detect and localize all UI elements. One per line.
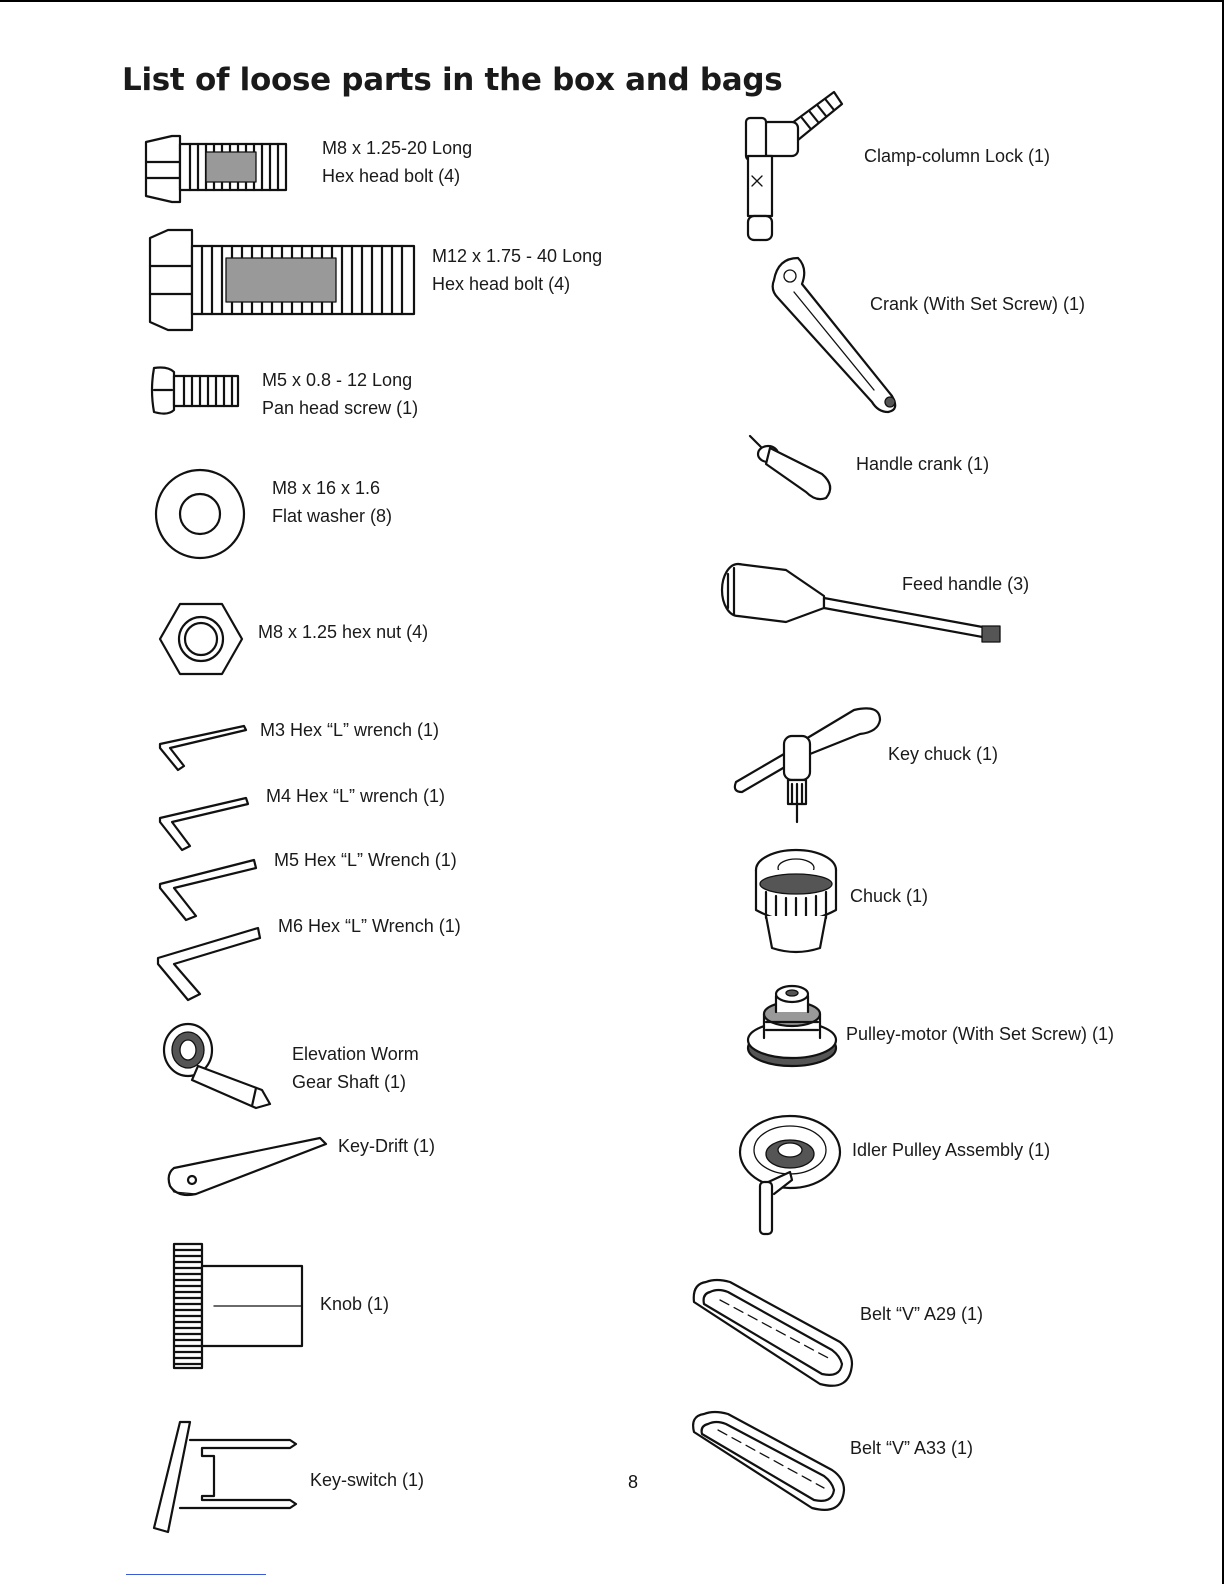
hex-nut-icon xyxy=(158,600,244,678)
part-feed-handle: Feed handle (3) xyxy=(902,574,1030,594)
key-drift-icon xyxy=(164,1134,330,1200)
part-m3-wrench: M3 Hex “L” wrench (1) xyxy=(260,720,440,740)
idler-pulley-icon xyxy=(734,1110,844,1242)
part-m5-wrench: M5 Hex “L” Wrench (1) xyxy=(274,850,457,870)
part-pulley-motor: Pulley-motor (With Set Screw) (1) xyxy=(846,1024,1115,1044)
part-flat-washer: M8 x 16 x 1.6 Flat washer (8) xyxy=(272,478,393,526)
part-m6-wrench: M6 Hex “L” Wrench (1) xyxy=(278,916,461,936)
part-m4-wrench: M4 Hex “L” wrench (1) xyxy=(266,786,446,806)
part-idler-pulley: Idler Pulley Assembly (1) xyxy=(852,1140,1051,1160)
part-belt-a33: Belt “V” A33 (1) xyxy=(850,1438,974,1458)
bottom-rule xyxy=(126,1574,266,1575)
part-elevation-worm: Elevation Worm Gear Shaft (1) xyxy=(292,1044,419,1092)
v-belt-icon xyxy=(690,1276,858,1390)
part-belt-a29: Belt “V” A29 (1) xyxy=(860,1304,984,1324)
handle-crank-icon xyxy=(740,428,840,504)
part-knob: Knob (1) xyxy=(320,1294,390,1314)
hex-bolt-icon xyxy=(146,228,418,334)
l-wrench-icon xyxy=(156,854,262,926)
part-crank: Crank (With Set Screw) (1) xyxy=(870,294,1086,314)
chuck-icon xyxy=(744,846,848,958)
knob-icon xyxy=(164,1240,310,1370)
washer-icon xyxy=(152,466,248,562)
part-m5-pan-screw: M5 x 0.8 - 12 Long Pan head screw (1) xyxy=(262,370,419,418)
pan-screw-icon xyxy=(148,364,244,416)
hex-bolt-icon xyxy=(142,132,292,206)
worm-gear-icon xyxy=(158,1022,276,1110)
crank-icon xyxy=(764,254,906,416)
part-hex-nut: M8 x 1.25 hex nut (4) xyxy=(258,622,429,642)
l-wrench-icon xyxy=(156,792,256,856)
page-title: List of loose parts in the box and bags xyxy=(122,62,783,98)
chuck-key-icon xyxy=(730,700,886,828)
part-key-drift: Key-Drift (1) xyxy=(338,1136,436,1156)
l-wrench-icon xyxy=(156,722,252,776)
top-border xyxy=(0,0,1224,2)
part-key-switch: Key-switch (1) xyxy=(310,1470,425,1490)
part-clamp-column-lock: Clamp-column Lock (1) xyxy=(864,146,1051,166)
key-switch-icon xyxy=(150,1416,310,1536)
part-m8-hex-bolt: M8 x 1.25-20 Long Hex head bolt (4) xyxy=(322,138,473,186)
l-wrench-icon xyxy=(154,922,266,1006)
page-number: 8 xyxy=(628,1472,639,1492)
part-m12-hex-bolt: M12 x 1.75 - 40 Long Hex head bolt (4) xyxy=(432,246,603,294)
v-belt-icon xyxy=(690,1408,850,1514)
clamp-lock-icon xyxy=(742,86,846,244)
part-key-chuck: Key chuck (1) xyxy=(888,744,999,764)
part-handle-crank: Handle crank (1) xyxy=(856,454,990,474)
pulley-icon xyxy=(742,978,842,1070)
part-chuck: Chuck (1) xyxy=(850,886,929,906)
